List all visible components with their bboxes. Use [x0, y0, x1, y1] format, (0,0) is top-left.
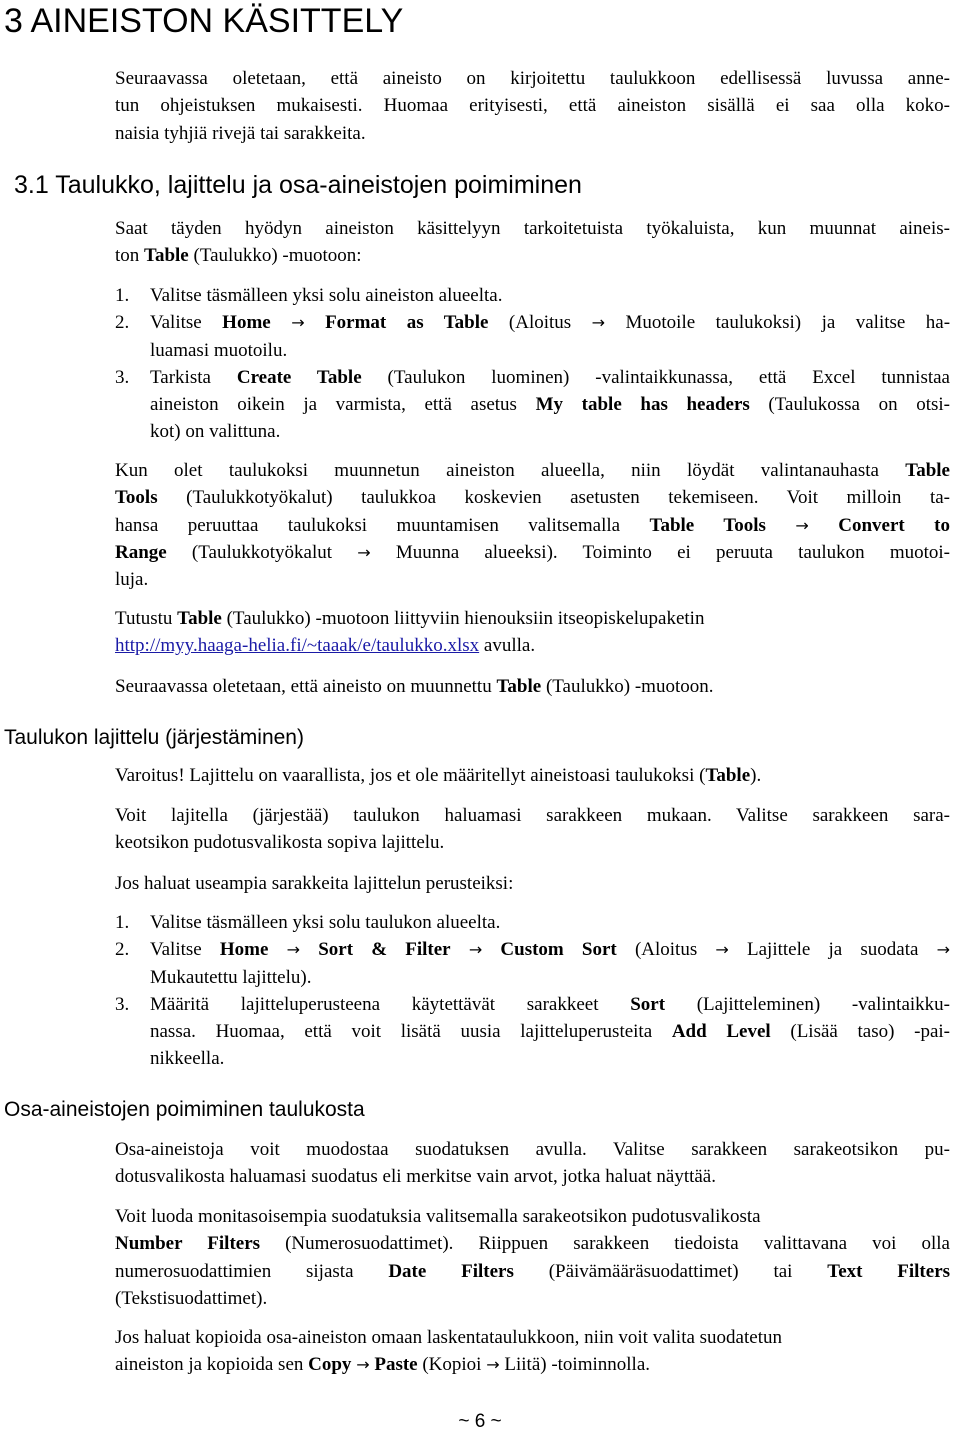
- section-3-1-paragraph-1: Saat täyden hyödyn aineiston käsittelyyn tarkoitetuista työkaluista, kun muunnat aineis- ton Table (Taulukko) -muotoon:: [115, 218, 950, 267]
- section-3-1-paragraph-3: Tutustu Table (Taulukko) -muotoon liittyviin hienouksiin itseopiskelupaketin http://myy.haaga-helia.fi/~taaak/e/taulukko.xlsx avulla.: [115, 608, 705, 657]
- sort-steps-list: [115, 909, 950, 1073]
- filter-paragraph-3: Jos haluat kopioida osa-aineiston omaan laskentataulukkoon, niin voit valita suodatetun aineiston ja kopioida sen Copy → Paste (Kopioi → Liitä) -toiminnolla.: [115, 1327, 782, 1376]
- list-item: 2. Valitse Home → Format as Table (Aloitus → Muotoile taulukoksi) ja valitse ha- luamasi muotoilu.: [115, 312, 951, 361]
- sort-heading: Taulukon lajittelu (järjestäminen): [4, 726, 304, 749]
- filter-heading: Osa-aineistojen poimiminen taulukosta: [4, 1098, 365, 1121]
- section-heading-3-1: 3.1 Taulukko, lajittelu ja osa-aineistojen poimiminen: [14, 171, 582, 199]
- section-3-1-paragraph-4: Seuraavassa oletetaan, että aineisto on muunnettu Table (Taulukko) -muotoon.: [115, 676, 714, 697]
- page-number: ~ 6 ~: [458, 1411, 502, 1432]
- list-item: 2. Valitse Home → Sort & Filter → Custom Sort (Aloitus → Lajittele ja suodata → Mukautettu lajittelu).: [115, 939, 951, 988]
- sort-paragraph-1: Voit lajitella (järjestää) taulukon haluamasi sarakkeen mukaan. Valitse sarakkeen sara- keotsikon pudotusvalikosta sopiva lajittelu.: [115, 805, 950, 854]
- filter-paragraph-2: Voit luoda monitasoisempia suodatuksia valitsemalla sarakeotsikon pudotusvalikosta Number Filters (Numerosuodattimet). Riippuen sarakkeen tiedoista valittavana voi olla numerosuodattimien sijasta Date Filters (Päivämääräsuodattimet) tai Text Filters (Tekstisuodattimet).: [115, 1206, 951, 1309]
- sort-paragraph-2: Jos haluat useampia sarakkeita lajittelun perusteiksi:: [115, 873, 514, 894]
- intro-paragraph: Seuraavassa oletetaan, että aineisto on kirjoitettu taulukkoon edellisessä luvussa anne- tun ohjeistuksen mukaisesti. Huomaa erityisesti, että aineiston sisällä ei saa olla koko- naisia tyhjiä rivejä tai sarakkeita.: [115, 68, 950, 144]
- list-item: 3. Määritä lajitteluperusteena käytettävät sarakkeet Sort (Lajitteleminen) -valintaikku- nassa. Huomaa, että voit lisätä uusia lajitteluperusteita Add Level (Lisää taso) -pai- nikkeella.: [115, 993, 950, 1070]
- page-title: 3 AINEISTON KÄSITTELY: [4, 2, 404, 40]
- table-steps-list: [115, 282, 950, 446]
- sort-warning: Varoitus! Lajittelu on vaarallista, jos et ole määritellyt aineistoasi taulukoksi (Table).: [115, 765, 762, 786]
- list-item: 1. Valitse täsmälleen yksi solu aineiston alueelta.: [115, 285, 503, 306]
- list-item: 3. Tarkista Create Table (Taulukon luominen) -valintaikkunassa, että Excel tunnistaa aineiston oikein ja varmista, että asetus My table has headers (Taulukossa on otsi- kot) on valittuna.: [115, 366, 950, 443]
- section-3-1-paragraph-2: Kun olet taulukoksi muunnetun aineiston alueella, niin löydät valintanauhasta Table Tools (Taulukkotyökalut) taulukkoa koskevien asetusten tekemiseen. Voit milloin ta- hansa peruuttaa taulukoksi muuntamisen valitsemalla Table Tools → Convert to Range (Taulukkotyökalut → Muunna alueeksi). Toiminto ei peruuta taulukon muotoi- luja.: [115, 460, 951, 591]
- list-item: 1. Valitse täsmälleen yksi solu taulukon alueelta.: [115, 912, 501, 933]
- filter-paragraph-1: Osa-aineistoja voit muodostaa suodatuksen avulla. Valitse sarakkeen sarakeotsikon pu- dotusvalikosta haluamasi suodatus eli merkitse vain arvot, jotka haluat näyttää.: [115, 1139, 950, 1188]
- taulukko-link[interactable]: http://myy.haaga-helia.fi/~taaak/e/taulukko.xlsx: [115, 635, 480, 657]
